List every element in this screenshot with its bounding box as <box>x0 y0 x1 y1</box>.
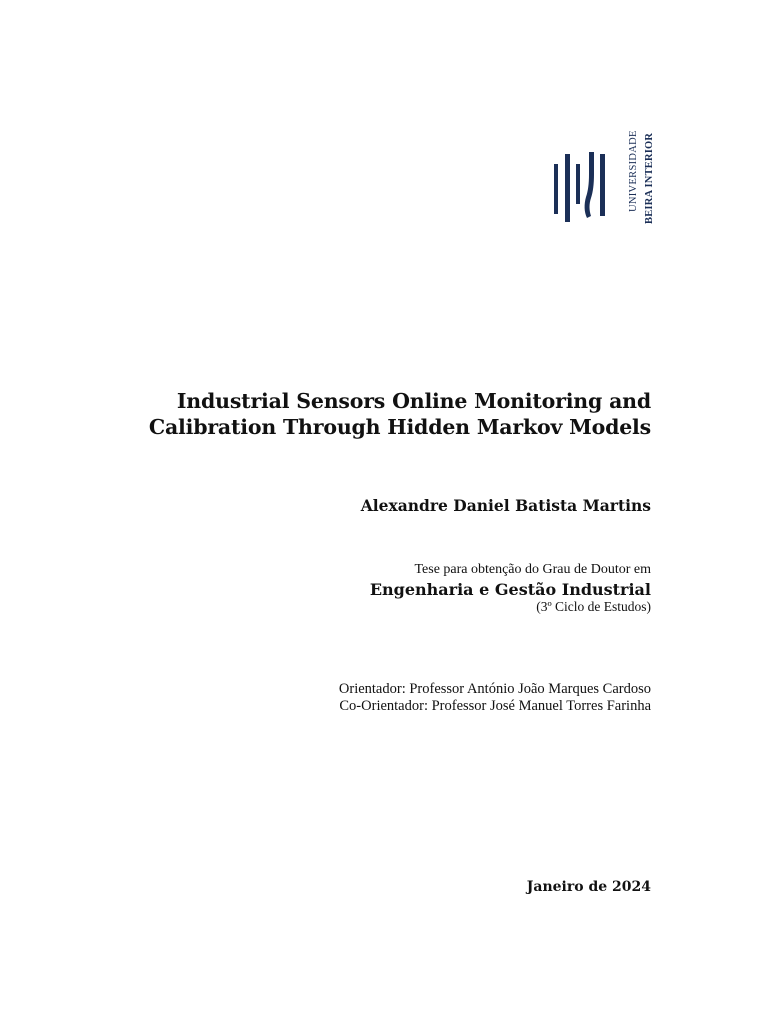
thesis-title-line-2: Calibration Through Hidden Markov Models <box>148 415 651 439</box>
university-name-vertical <box>622 120 662 224</box>
orientador: Orientador: Professor António João Marques Cardoso <box>338 681 651 697</box>
degree-name: Engenharia e Gestão Industrial <box>369 580 651 599</box>
university-logo <box>552 120 662 230</box>
logo-line-universidade: UNIVERSIDADE <box>628 130 639 212</box>
ubi-logo-mark <box>552 152 622 224</box>
study-cycle: (3º Ciclo de Estudos) <box>536 599 651 614</box>
thesis-title <box>149 388 651 440</box>
submission-date: Janeiro de 2024 <box>526 879 651 895</box>
logo-line-beira-interior: BEIRA INTERIOR <box>644 132 655 224</box>
degree-intro: Tese para obtenção do Grau de Doutor em <box>414 562 651 577</box>
supervisors <box>339 681 651 715</box>
author-name: Alexandre Daniel Batista Martins <box>360 496 651 515</box>
co-orientador: Co-Orientador: Professor José Manuel Torres Farinha <box>339 698 651 714</box>
thesis-title-line-1: Industrial Sensors Online Monitoring and <box>176 389 651 413</box>
